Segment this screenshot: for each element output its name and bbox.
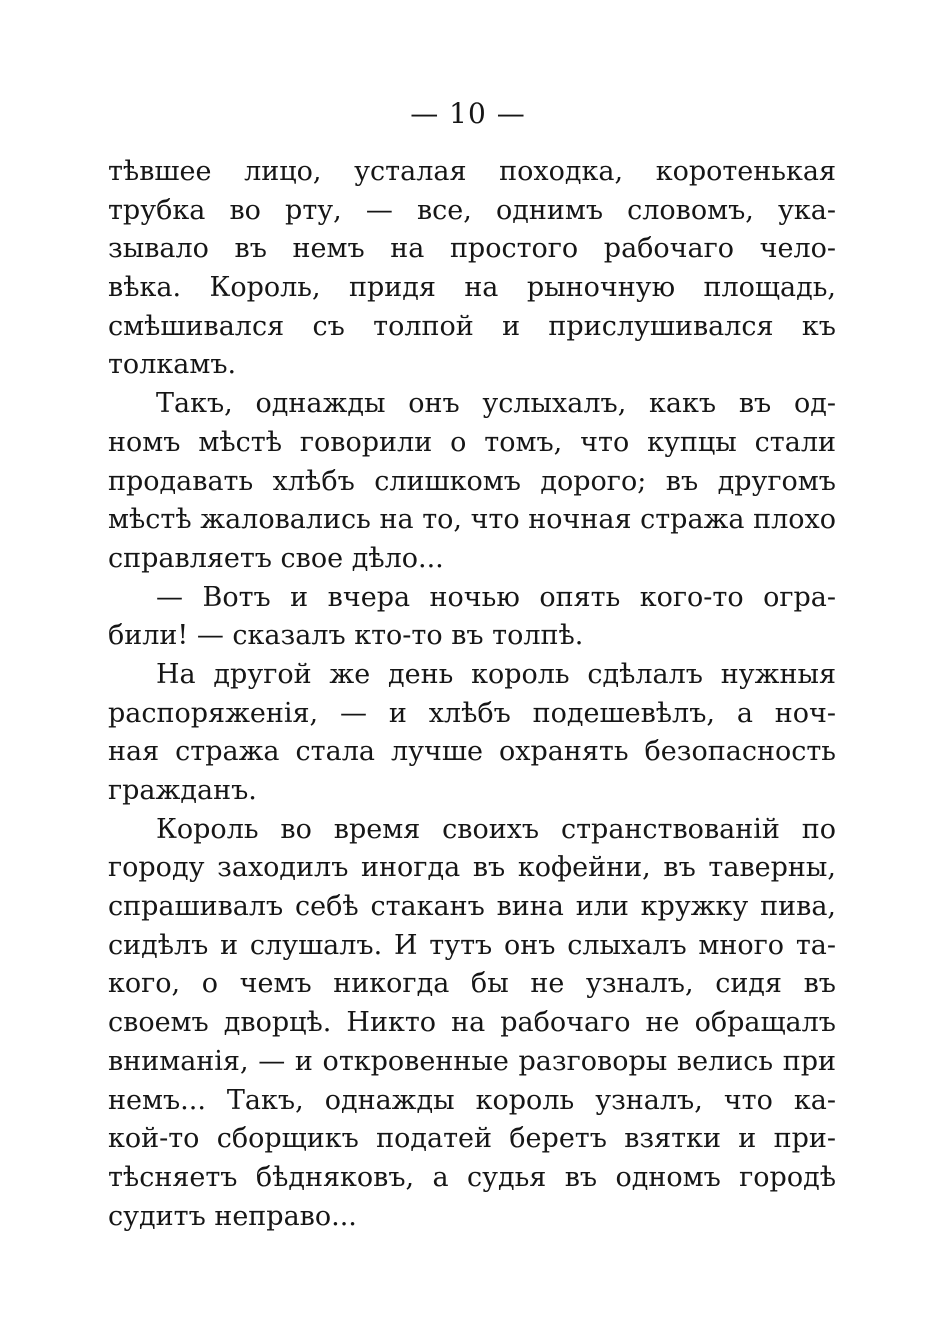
text-line: своемъ дворцѣ. Никто на рабочаго не обращалъ — [108, 1007, 836, 1039]
text-line: мѣстѣ жаловались на то, что ночная стража плохо — [108, 504, 836, 536]
text-line: номъ мѣстѣ говорили о томъ, что купцы стали — [108, 426, 836, 458]
text-line: Такъ, однажды онъ услыхалъ, какъ въ од- — [156, 388, 836, 420]
body-text — [108, 153, 836, 1236]
text-line: смѣшивался съ толпой и прислушивался къ — [108, 310, 836, 342]
text-line: кого, о чемъ никогда бы не узналъ, сидя въ — [108, 968, 836, 1000]
text-line: — Вотъ и вчера ночью опять кого-то огра- — [156, 581, 836, 613]
text-line: кой-то сборщикъ податей беретъ взятки и при- — [108, 1123, 836, 1155]
text-line: ная стража стала лучше охранять безопасность — [108, 736, 836, 768]
text-line: вѣка. Король, придя на рыночную площадь, — [108, 272, 836, 304]
text-line: били! — сказалъ кто-то въ толпѣ. — [108, 620, 584, 652]
text-line: продавать хлѣбъ слишкомъ дорого; въ другомъ — [108, 465, 836, 497]
text-line: зывало въ немъ на простого рабочаго чело- — [108, 233, 836, 265]
text-line: распоряженія, — и хлѣбъ подешевѣлъ, а ноч- — [108, 697, 836, 729]
text-line: судитъ неправо... — [108, 1200, 357, 1232]
text-line: сидѣлъ и слушалъ. И тутъ онъ слыхалъ много та- — [108, 929, 836, 961]
text-line: тѣсняетъ бѣдняковъ, а судья въ одномъ городѣ — [108, 1161, 836, 1193]
text-line: спрашивалъ себѣ стаканъ вина или кружку пива, — [108, 891, 836, 923]
text-line: вниманія, — и откровенные разговоры велись при — [108, 1045, 836, 1077]
text-line: трубка во рту, — все, однимъ словомъ, ука- — [108, 194, 836, 226]
text-line: городу заходилъ иногда въ кофейни, въ таверны, — [108, 852, 836, 884]
text-line: гражданъ. — [108, 775, 257, 806]
text-line: На другой же день король сдѣлалъ нужныя — [156, 658, 836, 690]
text-line: тѣвшее лицо, усталая походка, коротенькая — [108, 156, 836, 187]
text-line: немъ... Такъ, однажды король узналъ, что ка- — [108, 1084, 836, 1116]
text-line: Король во время своихъ странствованій по — [156, 813, 836, 845]
page-number: — 10 — — [410, 97, 526, 130]
text-line: толкамъ. — [108, 349, 237, 381]
text-line: справляетъ свое дѣло... — [108, 542, 444, 574]
